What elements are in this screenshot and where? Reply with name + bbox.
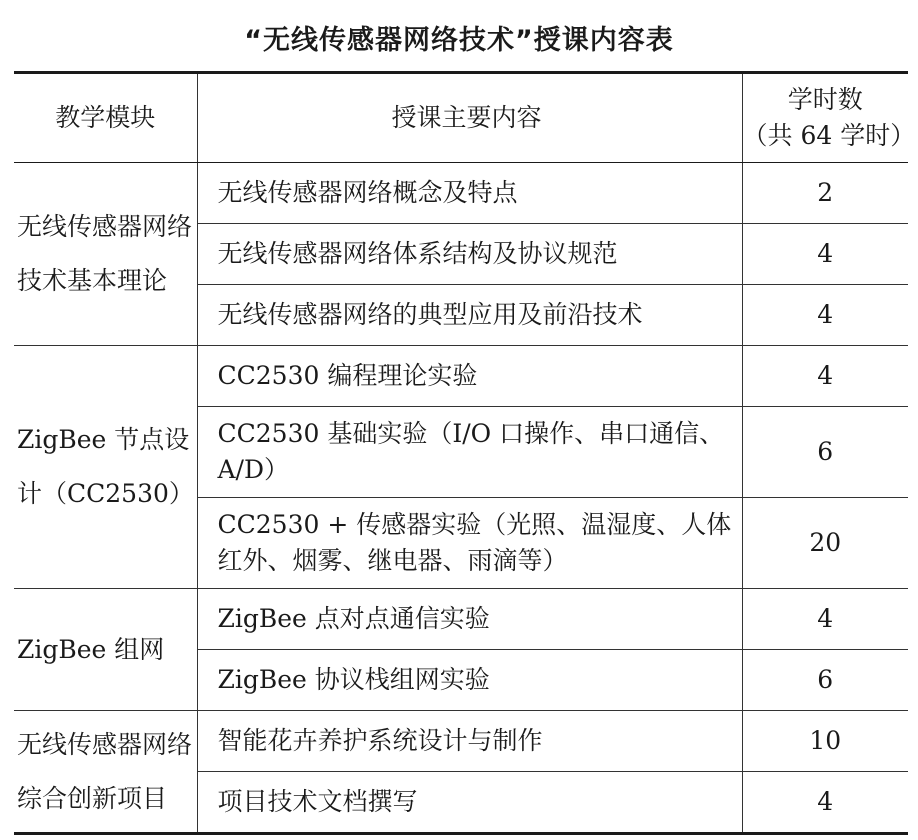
table-row (14, 346, 908, 407)
content-cell: 无线传感器网络概念及特点 (197, 163, 742, 224)
content-cell: 无线传感器网络的典型应用及前沿技术 (197, 285, 742, 346)
content-cell: ZigBee 协议栈组网实验 (197, 650, 742, 711)
hours-cell: 4 (742, 346, 908, 407)
module-cell: 无线传感器网络技术基本理论 (14, 163, 197, 346)
hours-cell: 4 (742, 589, 908, 650)
table-row (14, 711, 908, 772)
hours-cell: 10 (742, 711, 908, 772)
hours-cell: 6 (742, 650, 908, 711)
content-cell: 项目技术文档撰写 (197, 772, 742, 834)
hours-cell: 4 (742, 285, 908, 346)
table-header-row (14, 73, 908, 163)
header-hours (742, 73, 916, 163)
content-cell: CC2530 + 传感器实验（光照、温湿度、人体红外、烟雾、继电器、雨滴等） (197, 498, 742, 589)
table-row (14, 589, 908, 650)
module-cell: ZigBee 组网 (14, 589, 197, 711)
hours-cell: 2 (742, 163, 908, 224)
content-cell: CC2530 编程理论实验 (197, 346, 742, 407)
header-hours-subtitle: （共 64 学时） (742, 121, 916, 150)
content-cell: 无线传感器网络体系结构及协议规范 (197, 224, 742, 285)
header-content: 授课主要内容 (197, 73, 742, 163)
content-cell: ZigBee 点对点通信实验 (197, 589, 742, 650)
table-row (14, 163, 908, 224)
content-cell: CC2530 基础实验（I/O 口操作、串口通信、A/D） (197, 407, 742, 498)
header-module: 教学模块 (14, 73, 197, 163)
hours-cell: 20 (742, 498, 908, 589)
table-title: “无线传感器网络技术”授课内容表 (244, 25, 674, 56)
module-cell: 无线传感器网络综合创新项目 (14, 711, 197, 834)
hours-cell: 6 (742, 407, 908, 498)
hours-cell: 4 (742, 224, 908, 285)
module-cell: ZigBee 节点设计（CC2530） (14, 346, 197, 589)
content-cell: 智能花卉养护系统设计与制作 (197, 711, 742, 772)
course-content-table (14, 71, 916, 835)
hours-cell: 4 (742, 772, 908, 834)
header-hours-title: 学时数 (787, 85, 863, 114)
